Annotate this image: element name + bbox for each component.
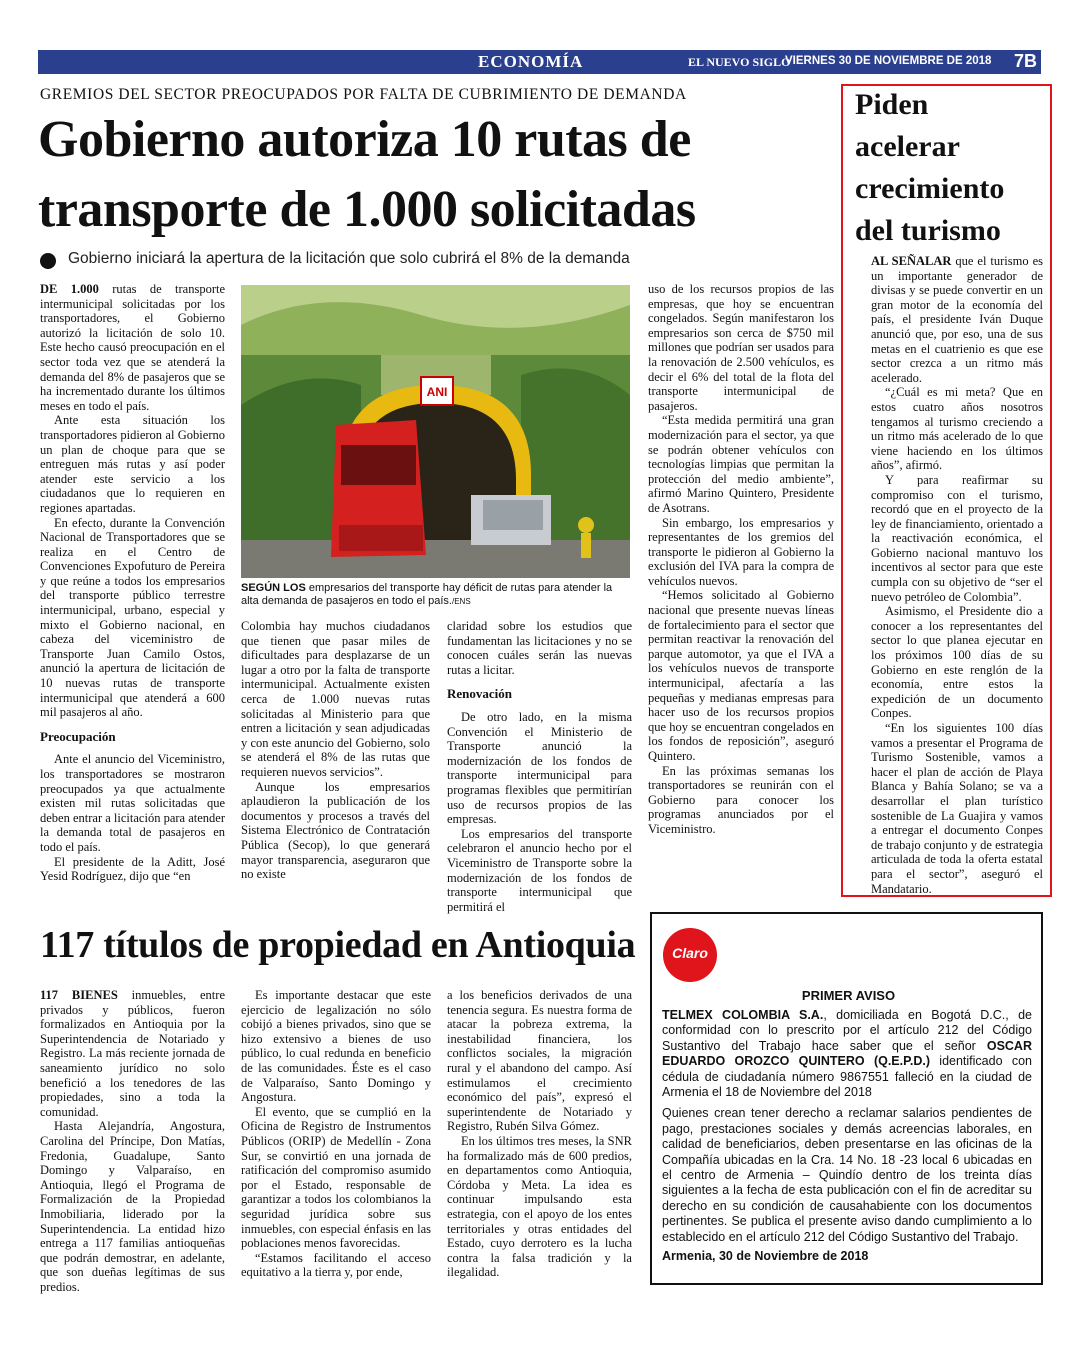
sidebar-body (871, 254, 1043, 896)
article-headline-line1: Gobierno autoriza 10 rutas de (38, 111, 691, 168)
sidebar-p4: Asimismo, el Presidente dio a conocer a los representantes del sector lo que planea ejecutar en los próximos 100 días de su Gobierno en este renglón de la economía, entre estos la expedición de un documento Conpes. (871, 604, 1043, 721)
second-c2-p1: Es importante destacar que este ejercicio de legalización no sólo cobijó a bienes privados, sino que se hizo extensivo a bienes de uso público, lo cual redunda en beneficio de las comunidades. Éste es el caso de Valparaíso, Santo Domingo y Angostura. (241, 988, 431, 1105)
main-col1-p3: En efecto, durante la Convención Nacional de Transportadores que se realiza en el Centro de Convenciones Expofuturo de Pereira y que reúne a todos los empresarios del transporte público terrestre intermunicipal, urbano, especial y mixto el Gobierno nacional, en cabeza del viceministro de Transporte Juan Camilo Ostos, anunció la apertura de licitación de 10 nuevas rutas de transporte intermunicipal que atenderá a 600 mil pasajeros al año. (40, 515, 225, 720)
article-deck: Gobierno iniciará la apertura de la licitación que solo cubrirá el 8% de la demanda (68, 250, 630, 267)
claro-logo-text: Claro (672, 945, 708, 961)
notice-person: OSCAR EDUARDO OROZCO QUINTERO (Q.E.P.D.) (662, 1038, 1032, 1069)
main-col1-p4: Ante el anuncio del Viceministro, los transportadores se mostraron preocupados ya que actualmente existen mil rutas solicitadas que deben entrar a licitación para atender la demanda total de pasajeros en todo el país. (40, 752, 225, 854)
section-header-bar (38, 50, 1041, 74)
main-col3-p1: claridad sobre los estudios que fundamentan las licitaciones y no se conocen cuáles serán las nuevas rutas a licitar. (447, 619, 632, 677)
notice-body (662, 1008, 1032, 1265)
second-column-1 (40, 988, 225, 1298)
main-col4-p3: Sin embargo, los empresarios y representantes de los gremios del transporte le pidieron al Gobierno la exclusión del IVA para la compra de vehículos nuevos. (648, 515, 834, 588)
notice-title: PRIMER AVISO (801, 988, 896, 1003)
notice-p1-b: identificado con cédula de ciudadanía número 9867551 falleció en la ciudad de Armenia el 18 de Noviembre del 2018 (662, 1054, 1032, 1100)
main-col4-p2: “Esta medida permitirá una gran modernización para el sector, ya que se podrán obtener vehículos con tecnologías limpias que permitan la protección del medio ambiente”, afirmó Marino Quintero, Presidente de Asotrans. (648, 413, 834, 515)
subhead-preocupacion: Preocupación (40, 728, 116, 744)
claro-logo (663, 928, 717, 982)
sidebar-title-1: Piden (855, 88, 929, 121)
sidebar-p1: que el turismo es un importante generador de divisas y se puede convertir en un gran motor de la economía del país, el presidente Iván Duque anunció que, por eso, una de sus metas en el cuatrienio es que ese sector crezca a un ritmo más acelerado. (871, 254, 1043, 385)
sidebar-lead: AL SEÑALAR (871, 254, 952, 268)
main-col3-p3: Los empresarios del transporte celebraron el anuncio hecho por el Viceministro de Transporte sobre la modernización de los fondos de transporte intermunicipal que permitirá el (447, 826, 632, 914)
main-column-2 (241, 619, 430, 907)
second-c2-p2: El evento, que se cumplió en la Oficina de Registro de Instrumentos Públicos (ORIP) de Medellín - Zona Sur, se convirtió en una jornada de ratificación del compromiso asumido por el Estado, responsable de garantizar a todos los colombianos la seguridad jurídica sobre sus inmuebles, con especial énfasis en las poblaciones menos favorecidas. (241, 1104, 431, 1251)
second-column-3 (447, 988, 632, 1298)
second-column-2 (241, 988, 431, 1298)
main-lead: DE 1.000 (40, 282, 99, 296)
second-c3-p2: En los últimos tres meses, la SNR ha formalizado más de 600 predios, en departamentos como Antioquia, Córdoba y Meta. La idea es continuar impulsando esta estrategia, con el apoyo de los entes territoriales y otras entidades del Estado, cuyo derrotero es la lucha contra la falsa tradición y la ilegalidad. (447, 1133, 632, 1280)
second-c1-p1: inmuebles, entre privados y públicos, fueron formalizados en Antioquia por la Superintendencia de Notariado y Registro. La más reciente jornada de saneamiento jurídico no solo benefició a los tenedores de las propiedades, sino a toda la comunidad. (40, 988, 225, 1119)
main-col2-p2: Aunque los empresarios aplaudieron la publicación de los documentos y procesos a través del Sistema Electrónico de Contratación Pública (Secop), lo que generará mayor transparencia, aseguraron que no existe (241, 779, 430, 882)
sidebar-p3: Y para reafirmar su compromiso con el turismo, recordó que en el proyecto de la ley de financiamiento, orientado a la reactivación económica, el Gobierno nacional mantuvo los incentivos al sector para que este cumpla con su objetivo de “ser el nuevo petróleo de Colombia”. (871, 472, 1043, 604)
main-col3-p2: De otro lado, en la misma Convención el Ministerio de Transporte anunció la modernización de los fondos de transporte intermunicipal para programas flexibles que permitirían uso de recursos propios de las empresas. (447, 709, 632, 827)
notice-footer: Armenia, 30 de Noviembre de 2018 (662, 1249, 869, 1264)
main-col2-p1: Colombia hay muchos ciudadanos que tienen que pasar miles de dificultades para desplazarse de un lugar a otro por la falta de transporte intermunicipal. Actualmente existen cerca de 1.000 nuevas rutas solicitadas al Ministerio para que entren a licitación y sean adjudicadas y con este anuncio del Gobierno, solo se atenderá el 8% de las rutas que requieren nuevos servicios”. (241, 619, 430, 779)
notice-company: TELMEX COLOMBIA S.A. (662, 1008, 824, 1022)
article-photo (241, 285, 630, 578)
legal-notice-box (650, 912, 1043, 1285)
notice-p1-a: , domiciliada en Bogotá D.C., de conformidad con lo prescrito por el artículo 212 del Código Sustantivo del Trabajo hace saber que el señor (662, 1008, 1032, 1053)
section-title: ECONOMÍA (478, 52, 584, 71)
sidebar-title-4: del turismo (855, 214, 1001, 247)
sidebar-box (841, 84, 1052, 897)
main-column-4 (648, 282, 834, 882)
notice-paragraph-1 (662, 1008, 1032, 1100)
photo-credit: /ENS (451, 597, 471, 606)
main-col4-p1: uso de los recursos propios de las empresas, que hoy se encuentran congelados. Según manifestaron los empresarios son cerca de $750 mil millones que podrían ser usados para la renovación de 2.500 vehículos, es decir el 6% del total de la flota del transporte intermunicipal de pasajeros. (648, 282, 834, 413)
subhead-renovacion: Renovación (447, 686, 512, 702)
sidebar-p2: “¿Cuál es mi meta? Que en estos cuatro años nosotros tengamos al turismo creciendo a un ritmo más acelerado de lo que viene haciendo en los últimos años”, afirmó. (871, 385, 1043, 473)
deck-bullet-icon (40, 253, 56, 269)
main-col1-p2: Ante esta situación los transportadores pidieron al Gobierno un plan de choque para que se entreguen más rutas y así poder atender este servicio a los ciudadanos que lo requieren en regiones apartadas. (40, 413, 225, 515)
sidebar-title-3: crecimiento (855, 172, 1005, 205)
sidebar-title-2: acelerar (855, 130, 960, 163)
photo-caption-text: empresarios del transporte hay déficit de rutas para atender la alta demanda de pasajeros en todo el país. (241, 582, 613, 607)
article-headline-line2: transporte de 1.000 solicitadas (38, 181, 696, 238)
main-col4-p5: En las próximas semanas los transportadores se reunirán con el Gobierno para conocer los programas anunciados por el Viceministro. (648, 763, 834, 836)
issue-date: VIERNES 30 DE NOVIEMBRE DE 2018 (785, 55, 992, 67)
main-col4-p4: “Hemos solicitado al Gobierno nacional que presente nuevas líneas de fortalecimiento para el sector que permitan reactivar la renovación del parque automotor, ya que el IVA a los vehículos nuevos de transporte intermunicipal, afectaría a las pequeñas y medianas empresas para hacer uso de los recursos propios que hoy se encuentran congelados en los fondos de reposición”, aseguró Quintero. (648, 588, 834, 763)
sidebar-p5: “En los siguientes 100 días vamos a presentar el Programa de Turismo Sostenible, vamos a hacer el plan de acción de Playa Blanca y Bahía Solano; se va a desarrollar el plan turístico sostenible de La Guajira y vamos a entregar el documento Conpes de trabajo conjunto y de estrategia articulada de toda la oferta estatal para el sector”, aseguró el Mandatario. (871, 721, 1043, 896)
second-c1-p2: Hasta Alejandría, Angostura, Carolina del Príncipe, Don Matías, Fredonia, Guadalupe, Santo Domingo y Valparaíso, en Antioquia, llegó el Programa de Formalización de la Propiedad Inmobiliaria, liderado por la Superintendencia. La entidad hizo entrega a 117 familias antioqueñas que podrán demostrar, en adelante, que son dueñas legítimas de sus predios. (40, 1119, 225, 1294)
photo-caption-lead: SEGÚN LOS (241, 582, 306, 594)
second-c3-p1: a los beneficios derivados de una tenencia segura. Es nuestra forma de atacar la pobreza extrema, la inestabilidad financiera, los conflictos sociales, la migración rural y el abandono del campo. Así estimulamos el crecimiento económico del país”, expresó el superintendente de Notariado y Registro, Rubén Silva Gómez. (447, 988, 632, 1134)
page-number: 7B (1014, 51, 1038, 71)
bus-tunnel-illustration (241, 285, 630, 578)
main-col1-p1: rutas de transporte intermunicipal solicitadas por los transportadores, el Gobierno autorizó la licitación de solo 10. Este hecho causó preocupación en el sector toda vez que se atenderá la demanda del 8% de pasajeros que se ha incrementado durante los últimos meses en todo el país. (40, 282, 226, 413)
photo-caption (241, 582, 630, 608)
second-c2-p3: “Estamos facilitando el acceso equitativo a la tierra y, por ende, (241, 1250, 431, 1280)
publication-name: EL NUEVO SIGLO (688, 55, 791, 69)
second-headline: 117 títulos de propiedad en Antioquia (40, 924, 636, 966)
second-lead: 117 BIENES (40, 988, 118, 1002)
article-kicker: GREMIOS DEL SECTOR PREOCUPADOS POR FALTA DE CUBRIMIENTO DE DEMANDA (40, 86, 687, 103)
notice-paragraph-2: Quienes crean tener derecho a reclamar salarios pendientes de pago, prestaciones sociales y demás acreencias laborales, en calidad de beneficiarios, deben presentarse en las oficinas de la Compañía ubicadas en la Cra. 14 No. 18 -23 local 6 ubicadas en el centro de Armenia – Quindío dentro de los treinta días siguientes a la fecha de esta publicación con el fin de acreditar su derecho en su condición de causahabiente con los documentos pertinentes. Se publica el presente aviso dando cumplimiento a lo establecido en el artículo 212 del Código Sustantivo del Trabajo. (662, 1106, 1032, 1244)
main-column-1 (40, 282, 225, 907)
tunnel-sign: ANI (426, 385, 448, 399)
main-col1-p5: El presidente de la Aditt, José Yesid Rodríguez, dijo que “en (40, 854, 225, 884)
main-column-3 (447, 619, 632, 914)
